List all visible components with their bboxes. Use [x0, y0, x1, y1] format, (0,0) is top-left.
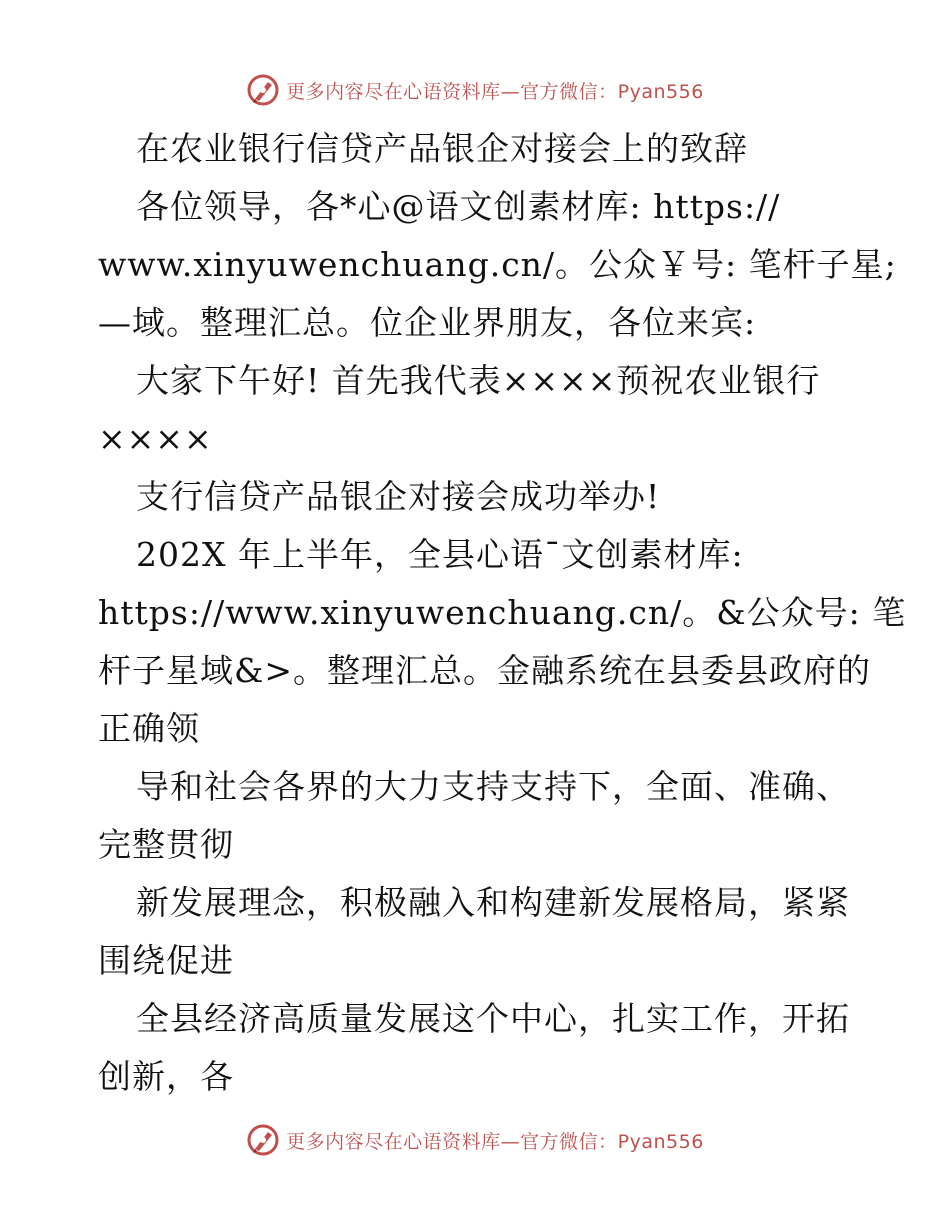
document-line: 新发展理念，积极融入和构建新发展格局，紧紧 [136, 883, 850, 922]
document-line: 围绕促进 [98, 941, 234, 980]
document-line: 各位领导，各*心@语文创素材库: https:// [136, 187, 781, 226]
document-line: —域。整理汇总。位企业界朋友，各位来宾: [98, 303, 757, 342]
document-line: 完整贯彻 [98, 825, 234, 864]
document-line: 杆子星域&>。整理汇总。金融系统在县委县政府的 [98, 651, 872, 690]
header-watermark [0, 70, 950, 110]
document-line: www.xinyuwenchuang.cn/。公众￥号: 笔杆子星; [98, 245, 897, 284]
document-line: 202X 年上半年，全县心语¯文创素材库: [136, 535, 744, 574]
document-line: ×××× [98, 419, 213, 458]
watermark-text: 更多内容尽在心语资料库—官方微信：Pyan556 [286, 1130, 704, 1153]
watermark-text: 更多内容尽在心语资料库—官方微信：Pyan556 [286, 80, 704, 103]
document-line: 创新，各 [98, 1057, 234, 1096]
document-line: 正确领 [98, 709, 200, 748]
document-line: 全县经济高质量发展这个中心，扎实工作，开拓 [136, 999, 850, 1038]
document-line: 大家下午好! 首先我代表××××预祝农业银行 [136, 361, 821, 400]
pen-circle-logo-icon [246, 73, 280, 107]
document-line: https://www.xinyuwenchuang.cn/。&公众号: 笔 [98, 593, 907, 632]
document-line: 在农业银行信贷产品银企对接会上的致辞 [136, 129, 748, 168]
document-line: 支行信贷产品银企对接会成功举办! [136, 477, 661, 516]
footer-watermark [0, 1120, 950, 1160]
document-line: 导和社会各界的大力支持支持下，全面、准确、 [136, 767, 850, 806]
document-body [98, 120, 907, 1106]
pen-circle-logo-icon [246, 1123, 280, 1157]
